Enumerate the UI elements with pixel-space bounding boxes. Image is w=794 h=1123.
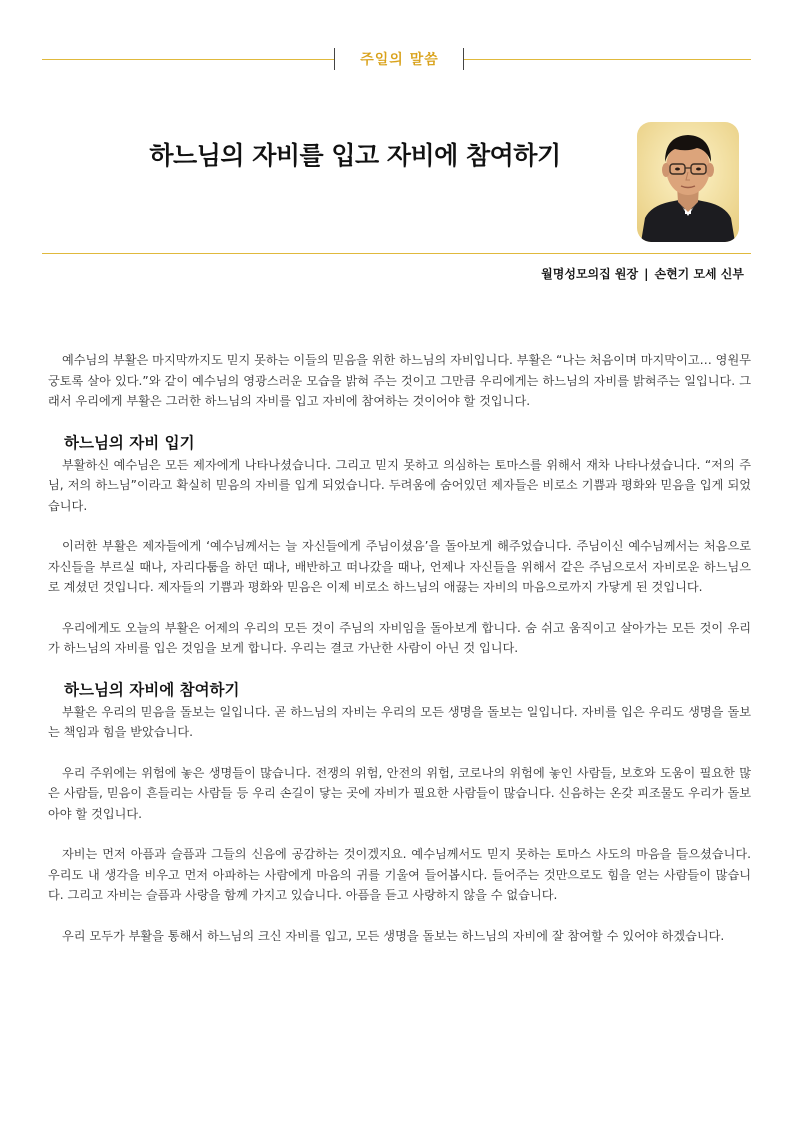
paragraph: 자비는 먼저 아픔과 슬픔과 그들의 신음에 공감하는 것이겠지요. 예수님께서도 믿지 못하는 토마스 사도의 마음을 들으셨습니다. 우리도 내 생각을 비우고 먼저 아파하는 사람에게 마음의 귀를 기울여 들어봅시다. 들어주는 것만으로도 힘을 얻는 사람들이 많습니다. 그리고 자비는 슬픔과 사랑을 함께 가지고 있습니다. 아픔을 듣고 사랑하지 않을 수 없습니다.	[48, 847, 751, 902]
paragraph: 부활하신 예수님은 모든 제자에게 나타나셨습니다. 그리고 믿지 못하고 의심하는 토마스를 위해서 재차 나타나셨습니다. “저의 주님, 저의 하느님”이라고 확실히 믿음의 자비를 입게 되었습니다. 두려움에 숨어있던 제자들은 비로소 기쁨과 평화와 믿음을 입게 되었습니다.	[48, 457, 751, 513]
paragraph: 우리 주위에는 위험에 놓은 생명들이 많습니다. 전쟁의 위험, 안전의 위험, 코로나의 위험에 놓인 사람들, 보호와 도움이 필요한 많은 사람들, 믿음이 흔들리는 사람들 등 우리 손길이 닿는 곳에 자비가 필요한 사람들이 많습니다. 신음하는 온갖 피조물도 우리가 돌보아야 할 것입니다.	[48, 765, 751, 821]
page-title: 하느님의 자비를 입고 자비에 참여하기	[149, 141, 561, 170]
section-heading-1: 하느님의 자비 입기	[64, 433, 195, 452]
section-heading-2: 하느님의 자비에 참여하기	[64, 680, 240, 699]
paragraph: 우리에게도 오늘의 부활은 어제의 우리의 모든 것이 주님의 자비임을 돌아보게 합니다. 숨 쉬고 움직이고 살아가는 모든 것이 우리가 하느님의 자비를 입은 것임을 보게 합니다. 우리는 결코 가난한 사람이 아닌 것 입니다.	[48, 620, 751, 655]
label-bracket-left	[334, 48, 335, 70]
author-portrait	[637, 122, 739, 242]
byline: 월명성모의집 원장 | 손현기 모세 신부	[541, 267, 744, 281]
intro-paragraph: 예수님의 부활은 마지막까지도 믿지 못하는 이들의 믿음을 위한 하느님의 자비입니다. 부활은 “나는 처음이며 마지막이고… 영원무궁토록 살아 있다.”와 같이 예수님의 영광스러운 모습을 밝혀 주는 것이고 그만큼 우리에게는 하느님의 자비를 밝혀주는 일입니다. 그래서 우리에게 부활은 그러한 하느님의 자비를 입고 자비에 참여하는 것이어야 할 것입니다.	[48, 353, 751, 408]
label-bracket-right	[463, 48, 464, 70]
header-divider	[42, 253, 751, 254]
section-label: 주일의 말씀	[360, 52, 439, 68]
paragraph: 이러한 부활은 제자들에게 ‘예수님께서는 늘 자신들에게 주님이셨음’을 돌아보게 해주었습니다. 주님이신 예수님께서는 처음으로 자신들을 부르실 때나, 자리다툼을 하던 때나, 배반하고 떠나갔을 때나, 언제나 자신들을 위해서 같은 주님으로서 자비로운 하느님으로 계셨던 것입니다. 제자들의 기쁨과 평화와 믿음은 이제 비로소 하느님의 애끓는 자비의 마음으로까지 가닿게 된 것입니다.	[48, 539, 751, 594]
article-body	[48, 350, 751, 966]
top-rule-right	[464, 59, 751, 60]
author-name: 손현기 모세 신부	[654, 267, 744, 281]
paragraph: 부활은 우리의 믿음을 돌보는 일입니다. 곧 하느님의 자비는 우리의 모든 생명을 돌보는 일입니다. 자비를 입은 우리도 생명을 돌보는 책임과 힘을 받았습니다.	[48, 704, 751, 739]
paragraph: 우리 모두가 부활을 통해서 하느님의 크신 자비를 입고, 모든 생명을 돌보는 하느님의 자비에 잘 참여할 수 있어야 하겠습니다.	[62, 928, 725, 943]
top-rule-left	[42, 59, 334, 60]
author-role: 월명성모의집 원장	[541, 267, 639, 281]
